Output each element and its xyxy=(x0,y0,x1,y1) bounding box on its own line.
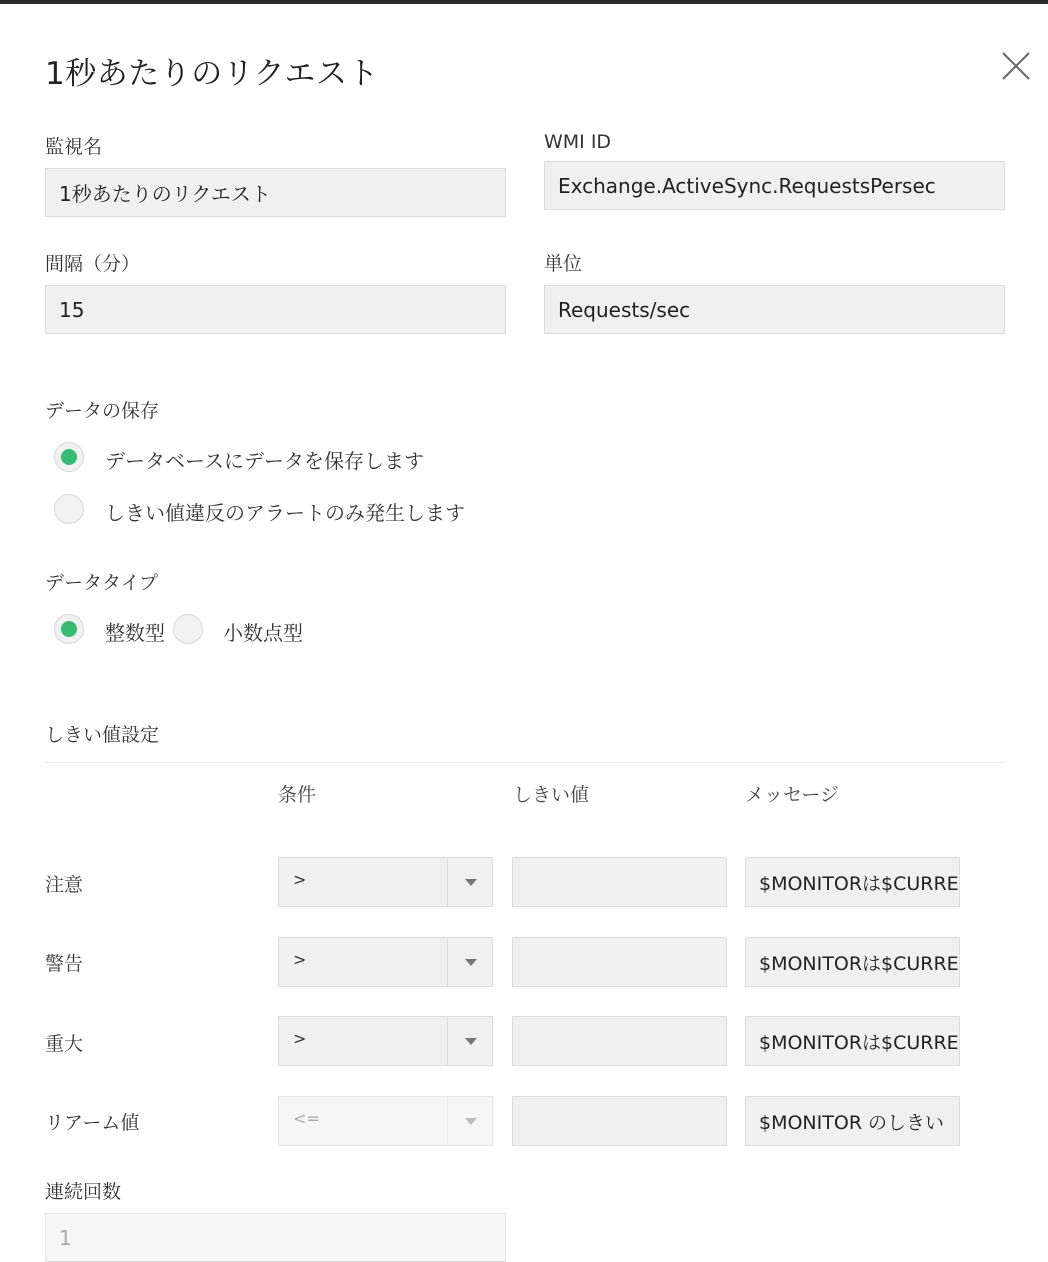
divider xyxy=(45,762,1005,763)
wmi-id-input[interactable]: Exchange.ActiveSync.RequestsPersec xyxy=(544,161,1005,210)
condition-select-attention[interactable] xyxy=(278,857,493,907)
message-input-critical[interactable]: $MONITORは$CURRE xyxy=(745,1016,960,1066)
condition-select-rearm xyxy=(278,1096,493,1146)
condition-select-critical[interactable] xyxy=(278,1016,493,1066)
select-separator xyxy=(447,858,448,906)
condition-value: > xyxy=(293,1029,307,1048)
radio-store-database-label[interactable]: データベースにデータを保存します xyxy=(105,449,424,473)
radio-store-database[interactable] xyxy=(54,442,84,472)
consecutive-count-label: 連続回数 xyxy=(45,1181,122,1203)
threshold-input-attention[interactable] xyxy=(512,857,727,907)
interval-input[interactable]: 15 xyxy=(45,285,506,334)
condition-select-warning[interactable] xyxy=(278,937,493,987)
chevron-down-icon xyxy=(465,1038,477,1045)
top-bar xyxy=(0,0,1048,4)
radio-integer-label[interactable]: 整数型 xyxy=(105,621,165,645)
radio-integer[interactable] xyxy=(54,614,84,644)
consecutive-count-input: 1 xyxy=(45,1213,506,1262)
message-input-attention[interactable]: $MONITORは$CURRE xyxy=(745,857,960,907)
threshold-row-label: 注意 xyxy=(45,874,84,896)
condition-value: <= xyxy=(293,1109,320,1128)
message-input-rearm[interactable]: $MONITOR のしきい xyxy=(745,1096,960,1146)
select-separator xyxy=(447,1017,448,1065)
column-header-condition: 条件 xyxy=(278,784,317,806)
threshold-section-label: しきい値設定 xyxy=(45,724,160,746)
condition-value: > xyxy=(293,950,307,969)
dialog-title: 1秒あたりのリクエスト xyxy=(45,56,379,92)
radio-alert-only[interactable] xyxy=(54,494,84,524)
unit-label: 単位 xyxy=(544,253,583,275)
monitor-name-input[interactable]: 1秒あたりのリクエスト xyxy=(45,168,506,217)
condition-value: > xyxy=(293,870,307,889)
chevron-down-icon xyxy=(465,1118,477,1125)
radio-decimal-label[interactable]: 小数点型 xyxy=(223,621,303,645)
column-header-threshold: しきい値 xyxy=(513,784,590,806)
data-storage-label: データの保存 xyxy=(45,400,160,422)
select-separator xyxy=(447,938,448,986)
threshold-row-label: 重大 xyxy=(45,1033,84,1055)
threshold-row-label: 警告 xyxy=(45,953,84,975)
chevron-down-icon xyxy=(465,879,477,886)
wmi-id-label: WMI ID xyxy=(544,131,612,153)
threshold-input-warning[interactable] xyxy=(512,937,727,987)
threshold-input-critical[interactable] xyxy=(512,1016,727,1066)
radio-decimal[interactable] xyxy=(173,614,203,644)
monitor-name-label: 監視名 xyxy=(45,136,103,158)
radio-alert-only-label[interactable]: しきい値違反のアラートのみ発生します xyxy=(105,501,465,525)
interval-label: 間隔（分） xyxy=(45,253,141,275)
chevron-down-icon xyxy=(465,959,477,966)
message-input-warning[interactable]: $MONITORは$CURRE xyxy=(745,937,960,987)
threshold-row-label: リアーム値 xyxy=(45,1112,140,1134)
unit-input[interactable]: Requests/sec xyxy=(544,285,1005,334)
column-header-message: メッセージ xyxy=(745,784,839,806)
threshold-input-rearm[interactable] xyxy=(512,1096,727,1146)
select-separator xyxy=(447,1097,448,1145)
close-icon[interactable] xyxy=(1000,50,1032,82)
data-type-label: データタイプ xyxy=(45,572,159,594)
